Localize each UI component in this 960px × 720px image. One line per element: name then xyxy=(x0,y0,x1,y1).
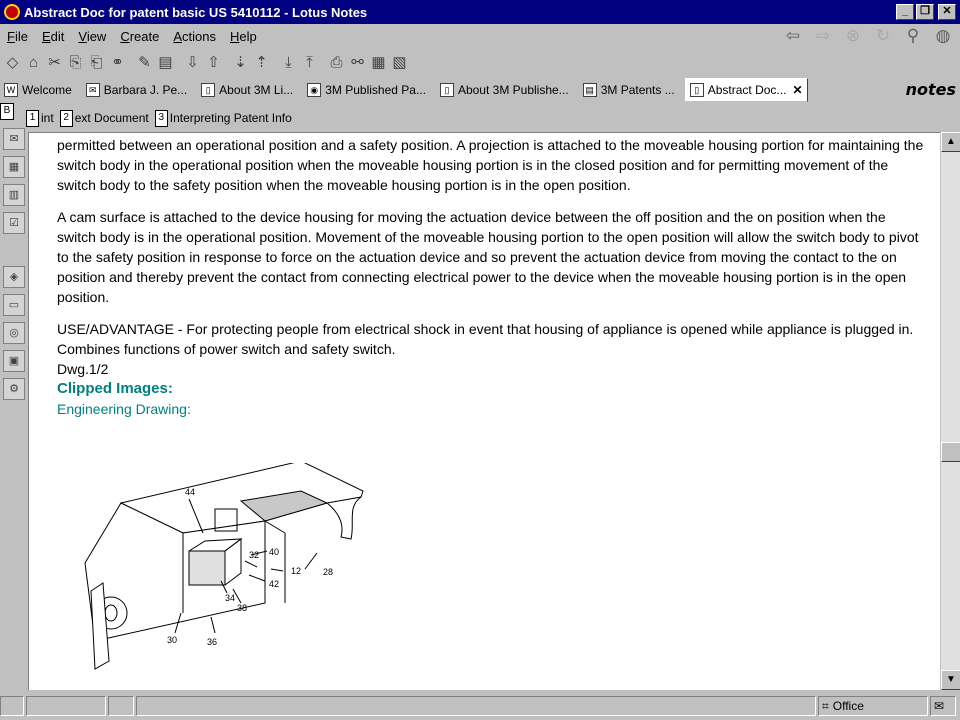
tab-abstract-doc[interactable]: ▯ Abstract Doc... ✕ xyxy=(685,78,808,102)
cut-icon[interactable]: ✂ xyxy=(48,54,61,71)
copy-icon[interactable]: ⎘ xyxy=(69,54,82,71)
tab-about-3m-publishe[interactable]: ▯ About 3M Publishe... xyxy=(436,78,573,102)
stop-icon[interactable]: ⊗ xyxy=(845,26,861,45)
abstract-paragraph-1: permitted between an operational position and a safety position. A projection is attached to the moveable housing portion for maintaining the switch body in the operational position when the moveable housing portion is in the closed position and for permitting movement of the switch body to the safety position when the moveable housing portion is in the open position. xyxy=(57,137,924,193)
tab-3m-patents[interactable]: ▤ 3M Patents ... xyxy=(579,78,679,102)
bookmark-web-icon[interactable]: ◎ xyxy=(3,322,25,344)
tab-barbara[interactable]: ✉ Barbara J. Pe... xyxy=(82,78,191,102)
drawing-label: 36 xyxy=(207,637,218,647)
tab-welcome[interactable]: W Welcome xyxy=(0,78,76,102)
minimize-button[interactable]: _ xyxy=(896,4,914,20)
scroll-thumb[interactable] xyxy=(941,442,960,462)
menu-view[interactable]: View xyxy=(78,28,107,44)
database-icon: ◉ xyxy=(307,83,321,97)
document-icon: ▯ xyxy=(690,83,704,97)
bookmark-address-icon[interactable]: ▥ xyxy=(3,184,25,206)
globe-icon[interactable]: ◍ xyxy=(935,26,951,45)
next-down-icon[interactable]: ⇣ xyxy=(234,54,247,71)
attach-icon[interactable]: ⚭ xyxy=(111,54,124,71)
action-next-document[interactable]: 2 ext Document xyxy=(60,110,149,127)
drawing-label: 12 xyxy=(291,566,302,576)
unread-down-icon[interactable]: ⤓ xyxy=(285,54,292,71)
vertical-scrollbar[interactable] xyxy=(940,132,960,690)
action-interpreting-patent-info[interactable]: 3 Interpreting Patent Info xyxy=(155,110,292,127)
properties-icon[interactable]: ▤ xyxy=(158,54,173,71)
window-title: Abstract Doc for patent basic US 5410112 - Lotus Notes xyxy=(24,4,368,20)
bookmark-folder-icon[interactable]: ▭ xyxy=(3,294,25,316)
drawing-label: 32 xyxy=(249,550,260,560)
forward-arrow-icon[interactable]: ⇨ xyxy=(815,26,831,45)
title-bar xyxy=(0,0,960,24)
view-icon: ▤ xyxy=(583,83,597,97)
table-icon[interactable]: ▦ xyxy=(371,54,386,71)
window-tabs xyxy=(0,76,960,102)
bookmark-calendar-icon[interactable]: ▦ xyxy=(3,156,25,178)
drawing-label: 30 xyxy=(167,635,178,645)
unread-up-icon[interactable]: ⤒ xyxy=(306,54,313,71)
drawing-label: 44 xyxy=(185,487,196,497)
refresh-icon[interactable]: ↻ xyxy=(875,26,891,45)
hatch-icon[interactable]: ▧ xyxy=(392,54,407,71)
paste-icon[interactable]: ⎗ xyxy=(90,54,103,71)
edit-pen-icon[interactable]: ✎ xyxy=(138,54,151,71)
document-body xyxy=(57,133,927,419)
scroll-up-arrow-icon[interactable]: ▲ xyxy=(941,132,960,152)
link-icon[interactable]: ⚯ xyxy=(351,54,364,71)
menu-edit[interactable]: Edit xyxy=(41,28,65,44)
bookmark-todo-icon[interactable]: ☑ xyxy=(3,212,25,234)
engineering-drawing-image xyxy=(65,463,375,683)
use-advantage-paragraph: USE/ADVANTAGE - For protecting people from electrical shock in event that housing of appliance is opened while appliance is plugged in. Combines functions of power switch and safety switch. xyxy=(57,321,914,357)
status-message-pane xyxy=(136,696,816,716)
save-icon[interactable]: ⌂ xyxy=(28,54,39,71)
status-pane-2[interactable] xyxy=(26,696,106,716)
diamond-icon[interactable]: ◇ xyxy=(6,54,19,71)
back-arrow-icon[interactable]: ⇦ xyxy=(785,26,801,45)
menu-actions[interactable]: Actions xyxy=(173,28,216,44)
next-up-icon[interactable]: ⇡ xyxy=(255,54,268,71)
search-icon[interactable]: ⚲ xyxy=(906,26,920,45)
document-pane xyxy=(28,132,940,690)
drawing-label: 28 xyxy=(323,567,334,577)
close-window-button[interactable]: ✕ xyxy=(938,4,956,20)
smarticons-toolbar xyxy=(0,50,960,76)
scroll-down-arrow-icon[interactable]: ▼ xyxy=(941,670,960,690)
drawing-label: 38 xyxy=(237,603,248,613)
status-bar xyxy=(0,692,960,720)
move-down-icon[interactable]: ⇩ xyxy=(186,54,199,71)
drawing-label: 40 xyxy=(269,547,280,557)
navigator-buttons xyxy=(782,26,954,46)
drawing-label: 34 xyxy=(225,593,236,603)
menu-help[interactable]: Help xyxy=(230,28,257,44)
bookmark-bar xyxy=(0,100,28,690)
print-icon[interactable]: ⎙ xyxy=(330,54,343,71)
lotus-notes-app-icon[interactable] xyxy=(4,4,20,20)
tab-3m-published-pa[interactable]: ◉ 3M Published Pa... xyxy=(303,78,430,102)
menu-create[interactable]: Create xyxy=(120,28,160,44)
inbox-icon[interactable]: ✉ xyxy=(930,696,956,716)
document-icon: ▯ xyxy=(201,83,215,97)
bookmark-tools-icon[interactable]: ⚙ xyxy=(3,378,25,400)
action-bar xyxy=(26,104,960,132)
abstract-paragraph-2: A cam surface is attached to the device housing for moving the actuation device between the off position and the on position when the switch body is in the operational position. Movement of the moveable housing portion to the open position will allow the switch body to pivot to the safety position in response to force on the actuation device and so prevent the actuation device from moving the contact to the on position and thereby prevent the contact from connecting electrical power to the device when the moveable housing portion is in the open position. xyxy=(57,209,919,305)
glasses-icon: ⌗ xyxy=(822,699,829,713)
bookmark-mail-icon[interactable]: ✉ xyxy=(3,128,25,150)
engineering-drawing-label: Engineering Drawing: xyxy=(57,401,191,417)
status-pane-1[interactable] xyxy=(0,696,24,716)
status-pane-3[interactable] xyxy=(108,696,134,716)
notes-logo: notes xyxy=(905,80,956,99)
move-up-icon[interactable]: ⇧ xyxy=(207,54,220,71)
close-tab-icon[interactable]: ✕ xyxy=(792,83,803,97)
bookmark-hotkey: B xyxy=(0,103,14,120)
clipped-images-heading: Clipped Images: xyxy=(57,380,173,397)
tab-about-3m-li[interactable]: ▯ About 3M Li... xyxy=(197,78,297,102)
document-icon: ▯ xyxy=(440,83,454,97)
action-print[interactable]: 1 int xyxy=(26,110,54,127)
welcome-icon: W xyxy=(4,83,18,97)
bookmark-news-icon[interactable]: ▣ xyxy=(3,350,25,372)
drawing-label: 42 xyxy=(269,579,280,589)
menu-file[interactable]: File xyxy=(7,28,28,44)
drawing-reference: Dwg.1/2 xyxy=(57,361,109,377)
location-selector[interactable]: ⌗ Office xyxy=(818,696,928,716)
bookmark-databases-icon[interactable]: ◈ xyxy=(3,266,25,288)
mail-icon: ✉ xyxy=(86,83,100,97)
restore-button[interactable]: ❐ xyxy=(916,4,934,20)
